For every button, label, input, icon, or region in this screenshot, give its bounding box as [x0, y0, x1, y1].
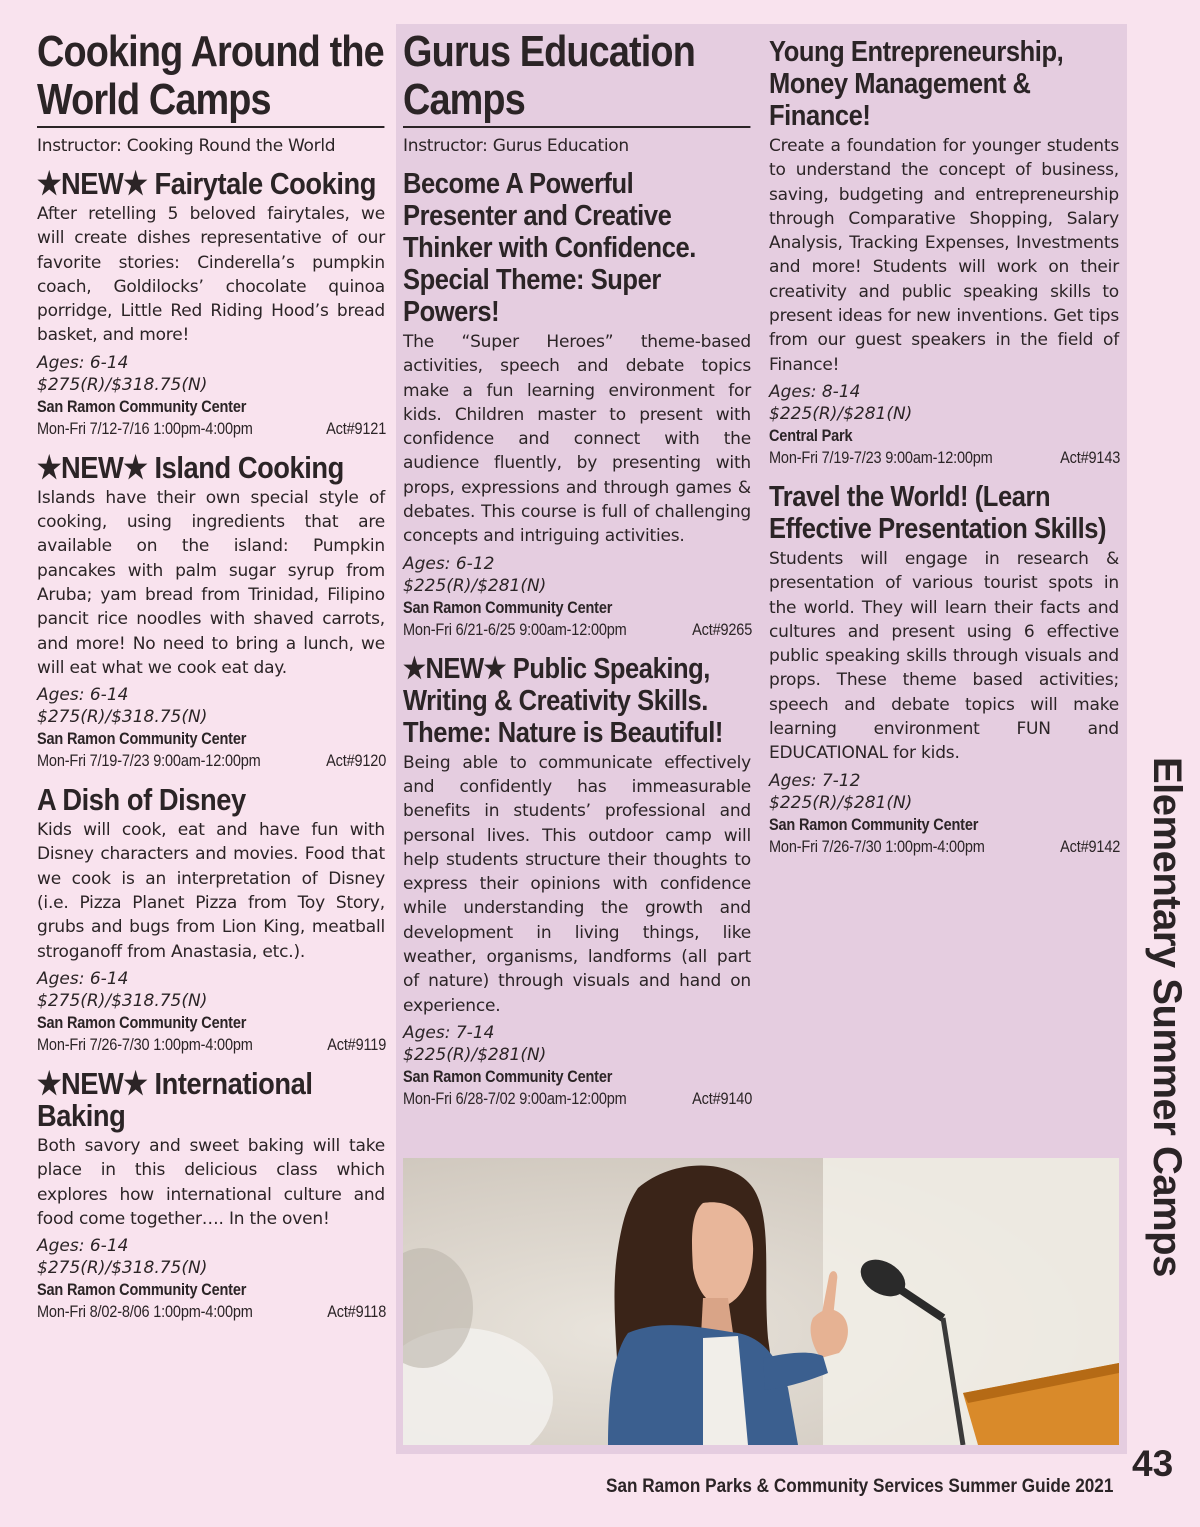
course [769, 36, 1119, 469]
course-ages: Ages: 6-14 [37, 1236, 129, 1257]
course-description: The “Super Heroes” theme-based activities, speech and debate topics make a fun learning environment for kids. Children master to present with confidence and connect with the audience fluently, by presenting with props, expressions and through games & debates. This course is full of challenging concepts and intriguing activities. [403, 332, 751, 547]
cooking-column [37, 28, 385, 1335]
course-location: San Ramon Community Center [37, 730, 247, 749]
instructor: Instructor: Gurus Education [403, 136, 629, 156]
course-ages: Ages: 6-14 [37, 968, 129, 989]
gurus-column [403, 28, 751, 1122]
course-title: ★NEW★ Island Cooking [37, 449, 344, 485]
course-price: $275(R)/$318.75(N) [37, 707, 208, 728]
course-description: Islands have their own special style of cooking, using ingredients that are available on the island: Pumpkin pancakes with palm sugar syrup from Aruba; yam bread from Trinidad, Filipino pancit rice noodles with shaved carrots, and more! No need to bring a lunch, we will eat what we cook eat day. [37, 487, 385, 678]
course-location: Central Park [769, 426, 853, 445]
course-title: Become A Powerful Presenter and Creative Thinker with Confidence. Special Theme: Super Powers! [403, 168, 696, 328]
course-schedule [37, 1301, 386, 1323]
course-schedule [769, 447, 1120, 469]
speaker-illustration [403, 1158, 1119, 1445]
schedule-time: Mon-Fri 6/21-6/25 9:00am-12:00pm [403, 620, 627, 639]
schedule-time: Mon-Fri 7/26-7/30 1:00pm-4:00pm [37, 1035, 253, 1054]
course-price: $225(R)/$281(N) [403, 575, 547, 596]
course-location: San Ramon Community Center [403, 598, 613, 617]
course-price: $275(R)/$318.75(N) [37, 1258, 208, 1279]
activity-number: Act#9121 [326, 419, 387, 438]
course-location: San Ramon Community Center [403, 1067, 613, 1086]
course [37, 784, 385, 1056]
activity-number: Act#9140 [692, 1089, 753, 1108]
course-ages: Ages: 6-14 [37, 685, 129, 706]
course-title: ★NEW★ Public Speaking, Writing & Creativity Skills. Theme: Nature is Beautiful! [403, 652, 723, 749]
course-title: A Dish of Disney [37, 782, 246, 818]
course-schedule [403, 1088, 752, 1110]
course-ages: Ages: 6-14 [37, 352, 129, 373]
schedule-time: Mon-Fri 7/26-7/30 1:00pm-4:00pm [769, 837, 985, 856]
course-price: $225(R)/$281(N) [403, 1044, 547, 1065]
course-schedule [769, 836, 1120, 858]
activity-number: Act#9118 [327, 1303, 387, 1322]
course-ages: Ages: 8-14 [769, 381, 861, 402]
course-schedule [37, 1034, 386, 1056]
course-location: San Ramon Community Center [37, 1013, 247, 1032]
course-schedule [403, 619, 752, 641]
activity-number: Act#9120 [326, 752, 387, 771]
youth-column [769, 36, 1119, 870]
course-location: San Ramon Community Center [37, 1281, 247, 1300]
course-ages: Ages: 7-14 [403, 1022, 495, 1043]
course-price: $275(R)/$318.75(N) [37, 374, 208, 395]
course-description: Students will engage in research & presentation of various tourist spots in the world. They will learn their facts and cultures and present using 6 effective public speaking skills through visuals and props. These theme based activities; speech and debate topics will make learning environment FUN and EDUCATIONAL for kids. [769, 548, 1119, 764]
schedule-time: Mon-Fri 7/19-7/23 9:00am-12:00pm [769, 448, 993, 467]
course [403, 653, 751, 1110]
speaker-photo [403, 1158, 1119, 1445]
course-price: $225(R)/$281(N) [769, 792, 913, 813]
instructor: Instructor: Cooking Round the World [37, 136, 336, 156]
side-title-text: Elementary Summer Camps [1145, 757, 1189, 1277]
page-number: 43 [1132, 1443, 1174, 1484]
course-schedule [37, 750, 386, 772]
course-title: Travel the World! (Learn Effective Presentation Skills) [769, 480, 1107, 545]
course-description: Being able to communicate effectively and confidently has immeasurable benefits in students’ professional and personal lives. This outdoor camp will help students structure their thoughts to express their opinions with confidence while understanding the growth and development in living things, like weather, organisms, landforms (all part of nature) through visuals and hand on experience. [403, 752, 751, 1016]
course-description: Kids will cook, eat and have fun with Disney characters and movies. Food that we cook is an interpretation of Disney (i.e. Pizza Planet Pizza from Toy Story, grubs and bugs from Lion King, meatball stroganoff from Anastasia, etc.). [37, 820, 385, 962]
course-title: ★NEW★ International Baking [37, 1065, 313, 1133]
course [403, 168, 751, 641]
activity-number: Act#9265 [692, 620, 753, 639]
course [37, 168, 385, 440]
course [37, 1065, 387, 1323]
activity-number: Act#9142 [1060, 837, 1121, 856]
section-title: Gurus Education Camps [403, 28, 750, 128]
section-title: Cooking Around the World Camps [37, 28, 384, 128]
schedule-time: Mon-Fri 7/19-7/23 9:00am-12:00pm [37, 752, 261, 771]
course-location: San Ramon Community Center [37, 397, 247, 416]
course-schedule [37, 418, 386, 440]
course-ages: Ages: 6-12 [403, 553, 495, 574]
course [37, 449, 387, 772]
footer: San Ramon Parks & Community Services Summer Guide 2021 [606, 1475, 1114, 1497]
activity-number: Act#9119 [327, 1035, 387, 1054]
course-description: After retelling 5 beloved fairytales, we will create dishes representative of our favorite stories: Cinderella’s pumpkin coach, Goldilocks’ chocolate quinoa porridge, Little Red Riding Hood’s bread basket, and more! [37, 204, 385, 346]
course-description: Both savory and sweet baking will take place in this delicious class which explores how international culture and food come together…. In the oven! [37, 1135, 385, 1229]
course-description: Create a foundation for younger students to understand the concept of business, saving, budgeting and entrepreneurship through Comparative Shopping, Salary Analysis, Tracking Expenses, Investments and more! Students will work on their creativity and public speaking skills to present ideas for new inventions. Get tips from our guest speakers in the field of Finance! [769, 136, 1119, 375]
side-title [1145, 757, 1189, 1377]
schedule-time: Mon-Fri 7/12-7/16 1:00pm-4:00pm [37, 419, 253, 438]
activity-number: Act#9143 [1060, 448, 1121, 467]
schedule-time: Mon-Fri 8/02-8/06 1:00pm-4:00pm [37, 1303, 253, 1322]
course-ages: Ages: 7-12 [769, 770, 861, 791]
course [769, 481, 1119, 858]
course-location: San Ramon Community Center [769, 815, 979, 834]
schedule-time: Mon-Fri 6/28-7/02 9:00am-12:00pm [403, 1089, 627, 1108]
course-price: $275(R)/$318.75(N) [37, 990, 208, 1011]
course-price: $225(R)/$281(N) [769, 403, 913, 424]
course-title: ★NEW★ Fairytale Cooking [37, 166, 376, 201]
course-title: Young Entrepreneurship, Money Management & Finance! [769, 36, 1064, 132]
